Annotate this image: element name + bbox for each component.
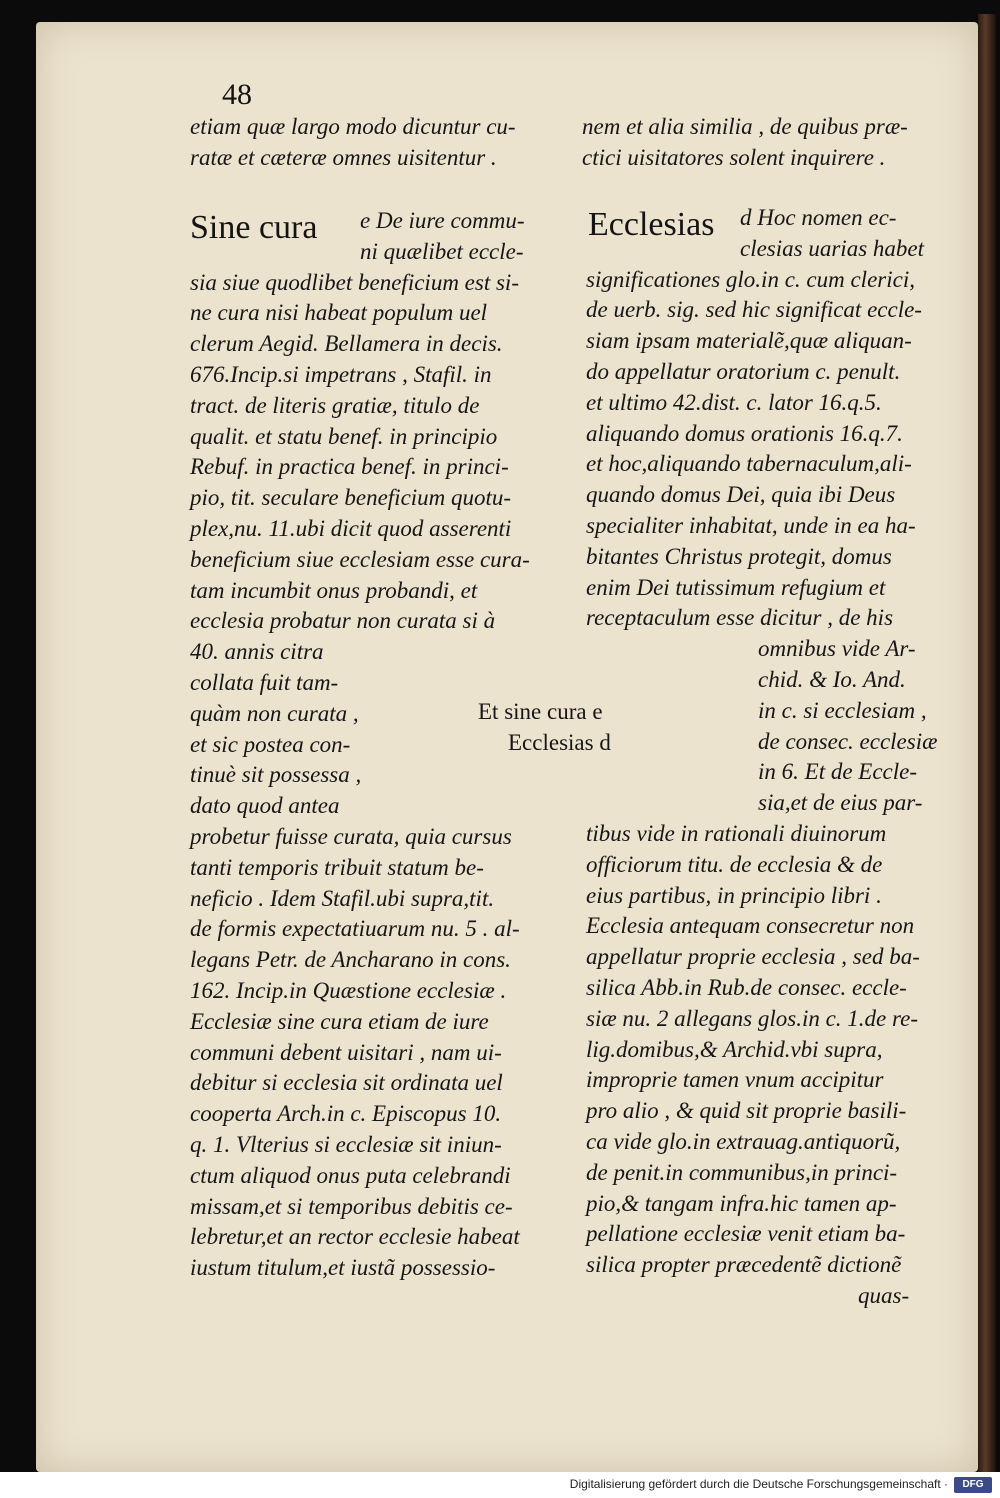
text-line: ni quælibet eccle- <box>360 238 524 264</box>
text-line: tanti temporis tribuit statum be- <box>190 854 484 880</box>
text-line: beneficium siue ecclesiam esse cura- <box>190 546 530 572</box>
book-edge <box>978 14 996 1476</box>
page-number: 48 <box>222 78 252 111</box>
text-line: lebretur,et an rector ecclesie habeat <box>190 1224 520 1250</box>
text-line: qualit. et statu benef. in principio <box>190 423 498 449</box>
text-line: ne cura nisi habeat populum uel <box>190 300 488 326</box>
text-line: clerum Aegid. Bellamera in decis. <box>190 331 503 357</box>
footer-text: Digitalisierung gefördert durch die Deutsche Forschungsgemeinschaft · <box>569 1477 948 1491</box>
text-line: de penit.in communibus,in princi- <box>586 1159 898 1185</box>
text-line: improprie tamen vnum accipitur <box>586 1067 884 1093</box>
text-line: dato quod antea <box>190 793 340 819</box>
text-line: et sic postea con- <box>190 731 351 757</box>
text-line: ecclesia probatur non curata si à <box>190 608 496 634</box>
text-line: ctici uisitatores solent inquirere . <box>582 144 886 170</box>
footer-bar <box>0 1472 1000 1498</box>
text-line: sia,et de eius par- <box>758 790 923 816</box>
text-line: Ecclesiæ sine cura etiam de iure <box>190 1008 489 1034</box>
text-line: de uerb. sig. sed hic significat eccle- <box>586 297 922 323</box>
text-line: q. 1. Vlterius si ecclesiæ sit iniun- <box>190 1132 502 1157</box>
text-line: quàm non curata , <box>190 700 359 726</box>
text-line: siam ipsam materialẽ,quæ aliquan- <box>586 328 912 354</box>
text-line: pio,& tangam infra.hic tamen ap- <box>586 1190 897 1216</box>
text-line: de formis expectatiuarum nu. 5 . al- <box>190 916 520 942</box>
text-line: ctum aliquod onus puta celebrandi <box>190 1162 511 1188</box>
text-line: ca vide glo.in extrauag.antiquorũ, <box>586 1129 901 1154</box>
text-line: tam incumbit onus probandi, et <box>190 577 478 603</box>
section-heading: Sine cura <box>190 209 318 246</box>
text-line: communi debent uisitari , nam ui- <box>190 1039 502 1065</box>
text-line: e De iure commu- <box>360 208 525 233</box>
text-line: quas- <box>858 1283 910 1308</box>
text-line: 676.Incip.si impetrans , Stafil. in <box>190 362 492 387</box>
text-line: eius partibus, in principio libri . <box>586 882 882 908</box>
text-line: lig.domibus,& Archid.vbi supra, <box>586 1036 883 1062</box>
text-line: aliquando domus orationis 16.q.7. <box>586 420 903 446</box>
text-line: significationes glo.in c. cum clerici, <box>586 266 915 292</box>
text-line: etiam quæ largo modo dicuntur cu- <box>190 114 516 139</box>
text-line: missam,et si temporibus debitis ce- <box>190 1193 513 1219</box>
text-line: do appellatur oratorium c. penult. <box>586 359 901 384</box>
text-line: cooperta Arch.in c. Episcopus 10. <box>190 1101 502 1127</box>
text-line: nem et alia similia , de quibus præ- <box>582 114 908 139</box>
center-label: Et sine cura e <box>478 699 603 724</box>
text-line: enim Dei tutissimum refugium et <box>586 574 886 600</box>
text-line: in c. si ecclesiam , <box>758 697 927 723</box>
section-heading: Ecclesias <box>588 206 715 243</box>
text-line: pro alio , & quid sit proprie basili- <box>586 1098 907 1124</box>
text-line: chid. & Io. And. <box>758 667 906 692</box>
text-line: collata fuit tam- <box>190 670 339 695</box>
text-line: officiorum titu. de ecclesia & de <box>586 851 883 877</box>
dfg-logo-icon: DFG <box>954 1477 992 1493</box>
text-line: tibus vide in rationali diuinorum <box>586 821 887 846</box>
text-line: silica Abb.in Rub.de consec. eccle- <box>586 975 907 1000</box>
text-line: pellatione ecclesiæ venit etiam ba- <box>586 1221 906 1247</box>
text-line: tinuè sit possessa , <box>190 762 362 788</box>
text-line: quando domus Dei, quia ibi Deus <box>586 482 896 508</box>
text-line: legans Petr. de Ancharano in cons. <box>190 947 511 973</box>
text-line: 40. annis citra <box>190 639 324 665</box>
text-line: sia siue quodlibet beneficium est si- <box>190 269 519 295</box>
text-line: iustum titulum,et iustã possessio- <box>190 1255 496 1281</box>
text-line: appellatur proprie ecclesia , sed ba- <box>586 944 920 970</box>
text-line: siæ nu. 2 allegans glos.in c. 1.de re- <box>586 1005 918 1031</box>
text-line: plex,nu. 11.ubi dicit quod asserenti <box>190 516 512 541</box>
text-line: tract. de literis gratiæ, titulo de <box>190 392 480 418</box>
text-line: receptaculum esse dicitur , de his <box>586 605 894 631</box>
text-line: de consec. ecclesiæ <box>758 728 938 754</box>
text-line: neficio . Idem Stafil.ubi supra,tit. <box>190 885 495 911</box>
text-line: 162. Incip.in Quæstione ecclesiæ . <box>190 978 507 1003</box>
text-line: Rebuf. in practica benef. in princi- <box>190 454 509 480</box>
text-line: silica propter præcedentẽ dictionẽ <box>586 1252 902 1278</box>
text-line: clesias uarias habet <box>740 235 924 261</box>
text-line: et ultimo 42.dist. c. lator 16.q.5. <box>586 389 882 415</box>
text-line: d Hoc nomen ec- <box>740 205 897 230</box>
text-line: specialiter inhabitat, unde in ea ha- <box>586 513 916 538</box>
text-line: et hoc,aliquando tabernaculum,ali- <box>586 451 912 477</box>
text-line: bitantes Christus protegit, domus <box>586 543 892 569</box>
text-line: in 6. Et de Eccle- <box>758 759 918 785</box>
text-line: Ecclesia antequam consecretur non <box>586 913 915 939</box>
center-label: Ecclesias d <box>508 730 611 755</box>
text-line: debitur si ecclesia sit ordinata uel <box>190 1070 503 1096</box>
text-line: ratæ et cæteræ omnes uisitentur . <box>190 144 497 170</box>
text-line: probetur fuisse curata, quia cursus <box>190 824 512 849</box>
text-line: pio, tit. seculare beneficium quotu- <box>190 485 512 511</box>
text-line: omnibus vide Ar- <box>758 636 916 662</box>
